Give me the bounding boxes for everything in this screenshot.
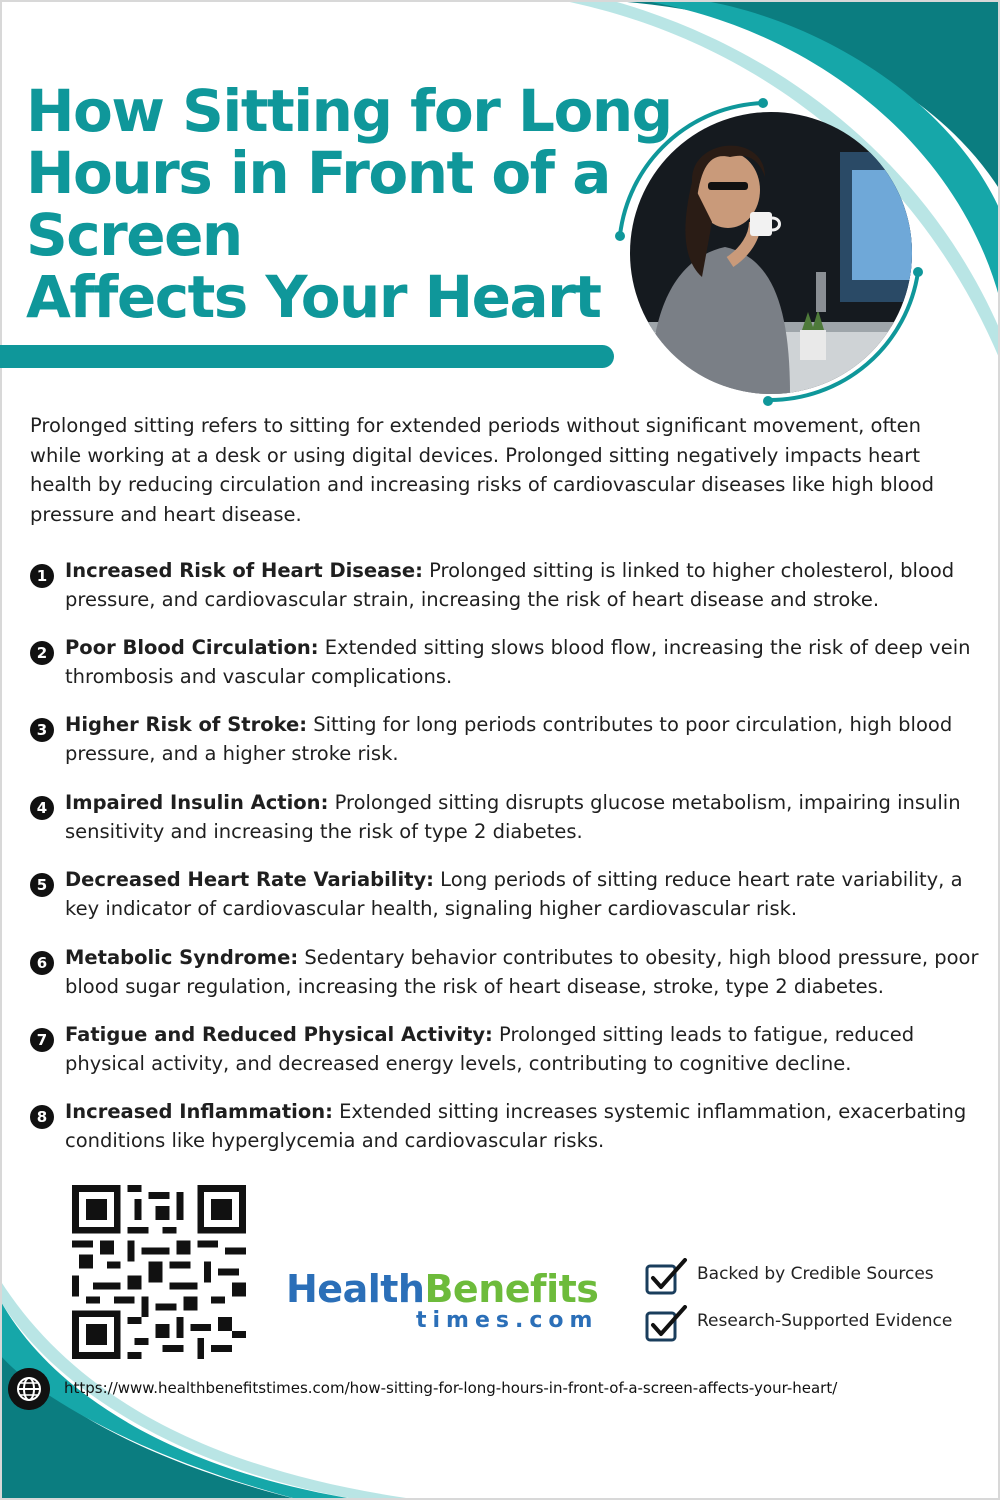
list-item-text	[65, 1020, 985, 1078]
photo-illustration	[630, 112, 912, 394]
list-item-body: Sitting for long periods contributes to poor circulation, high blood pressure, and a higher stroke risk.	[65, 713, 953, 765]
badge-credible-sources	[645, 1256, 985, 1296]
list-item-body: Prolonged sitting is linked to higher cholesterol, blood pressure, and cardiovascular strain, increasing the risk of heart disease and stroke.	[65, 559, 955, 611]
number-badge: 3	[30, 718, 54, 742]
qr-code-icon[interactable]	[72, 1185, 246, 1359]
number-badge: 8	[30, 1105, 54, 1129]
list-item	[30, 556, 985, 614]
logo-domain-text: times.com	[416, 1308, 599, 1333]
list-item-text	[65, 1097, 985, 1155]
list-item	[30, 788, 985, 846]
title-line: How Sitting for Long	[26, 77, 672, 145]
list-item-heading: Impaired Insulin Action:	[65, 791, 329, 814]
number-badge: 7	[30, 1028, 54, 1052]
list-item-body: Extended sitting slows blood flow, increasing the risk of deep vein thrombosis and vascular complications.	[65, 636, 971, 688]
logo-wordmark	[286, 1268, 598, 1310]
title-line: Screen	[26, 201, 242, 269]
intro-paragraph: Prolonged sitting refers to sitting for extended periods without significant movement, often while working at a desk or using digital devices. Prolonged sitting negatively impacts heart health by reducing circulation and increasing risks of cardiovascular diseases like high blood pressure and heart disease.	[30, 414, 935, 526]
list-item	[30, 1020, 985, 1078]
badge-label: Backed by Credible Sources	[697, 1264, 934, 1284]
list-item	[30, 865, 985, 923]
list-item-heading: Fatigue and Reduced Physical Activity:	[65, 1023, 493, 1046]
title-underline-bar	[0, 345, 614, 368]
check-icon	[645, 1305, 689, 1343]
woman-at-desk-photo	[630, 112, 912, 394]
healthbenefits-logo[interactable]	[286, 1268, 606, 1340]
list-item-body: Prolonged sitting disrupts glucose metabolism, impairing insulin sensitivity and increasing the risk of type 2 diabetes.	[65, 791, 961, 843]
globe-icon	[8, 1368, 50, 1410]
badge-research-evidence	[645, 1303, 985, 1343]
check-icon	[645, 1258, 689, 1296]
logo-health-text: Health	[286, 1267, 425, 1311]
list-item-heading: Increased Inflammation:	[65, 1100, 333, 1123]
logo-benefits-text: Benefits	[424, 1267, 599, 1311]
list-item-heading: Metabolic Syndrome:	[65, 946, 299, 969]
list-item-body: Sedentary behavior contributes to obesity, high blood pressure, poor blood sugar regulation, increasing the risk of heart disease, stroke, type 2 diabetes.	[65, 946, 979, 998]
number-badge: 4	[30, 796, 54, 820]
number-badge: 2	[30, 641, 54, 665]
list-item-body: Long periods of sitting reduce heart rate variability, a key indicator of cardiovascular health, signaling higher cardiovascular risk.	[65, 868, 963, 920]
list-item-text	[65, 865, 985, 923]
list-item-text	[65, 710, 985, 768]
list-item-heading: Increased Risk of Heart Disease:	[65, 559, 423, 582]
page-title	[26, 77, 672, 331]
badge-label: Research-Supported Evidence	[697, 1311, 953, 1331]
list-item-body: Extended sitting increases systemic inflammation, exacerbating conditions like hyperglycemia and cardiovascular risks.	[65, 1100, 967, 1152]
list-item-body: Prolonged sitting leads to fatigue, reduced physical activity, and decreased energy levels, contributing to cognitive decline.	[65, 1023, 915, 1075]
list-item	[30, 1097, 985, 1155]
list-item-text	[65, 788, 985, 846]
title-line: Affects Your Heart	[26, 263, 601, 331]
source-url-link[interactable]: https://www.healthbenefitstimes.com/how-sitting-for-long-hours-in-front-of-a-screen-affects-your-heart/	[64, 1379, 838, 1397]
list-item-heading: Poor Blood Circulation:	[65, 636, 319, 659]
list-item	[30, 943, 985, 1001]
list-item	[30, 710, 985, 768]
list-item-text	[65, 556, 985, 614]
list-item	[30, 633, 985, 691]
number-badge: 5	[30, 873, 54, 897]
list-item-text	[65, 633, 985, 691]
number-badge: 1	[30, 564, 54, 588]
title-line: Hours in Front of a	[26, 139, 610, 207]
number-badge: 6	[30, 951, 54, 975]
list-item-heading: Higher Risk of Stroke:	[65, 713, 308, 736]
list-item-heading: Decreased Heart Rate Variability:	[65, 868, 434, 891]
source-url-row	[8, 1368, 993, 1410]
list-item-text	[65, 943, 985, 1001]
